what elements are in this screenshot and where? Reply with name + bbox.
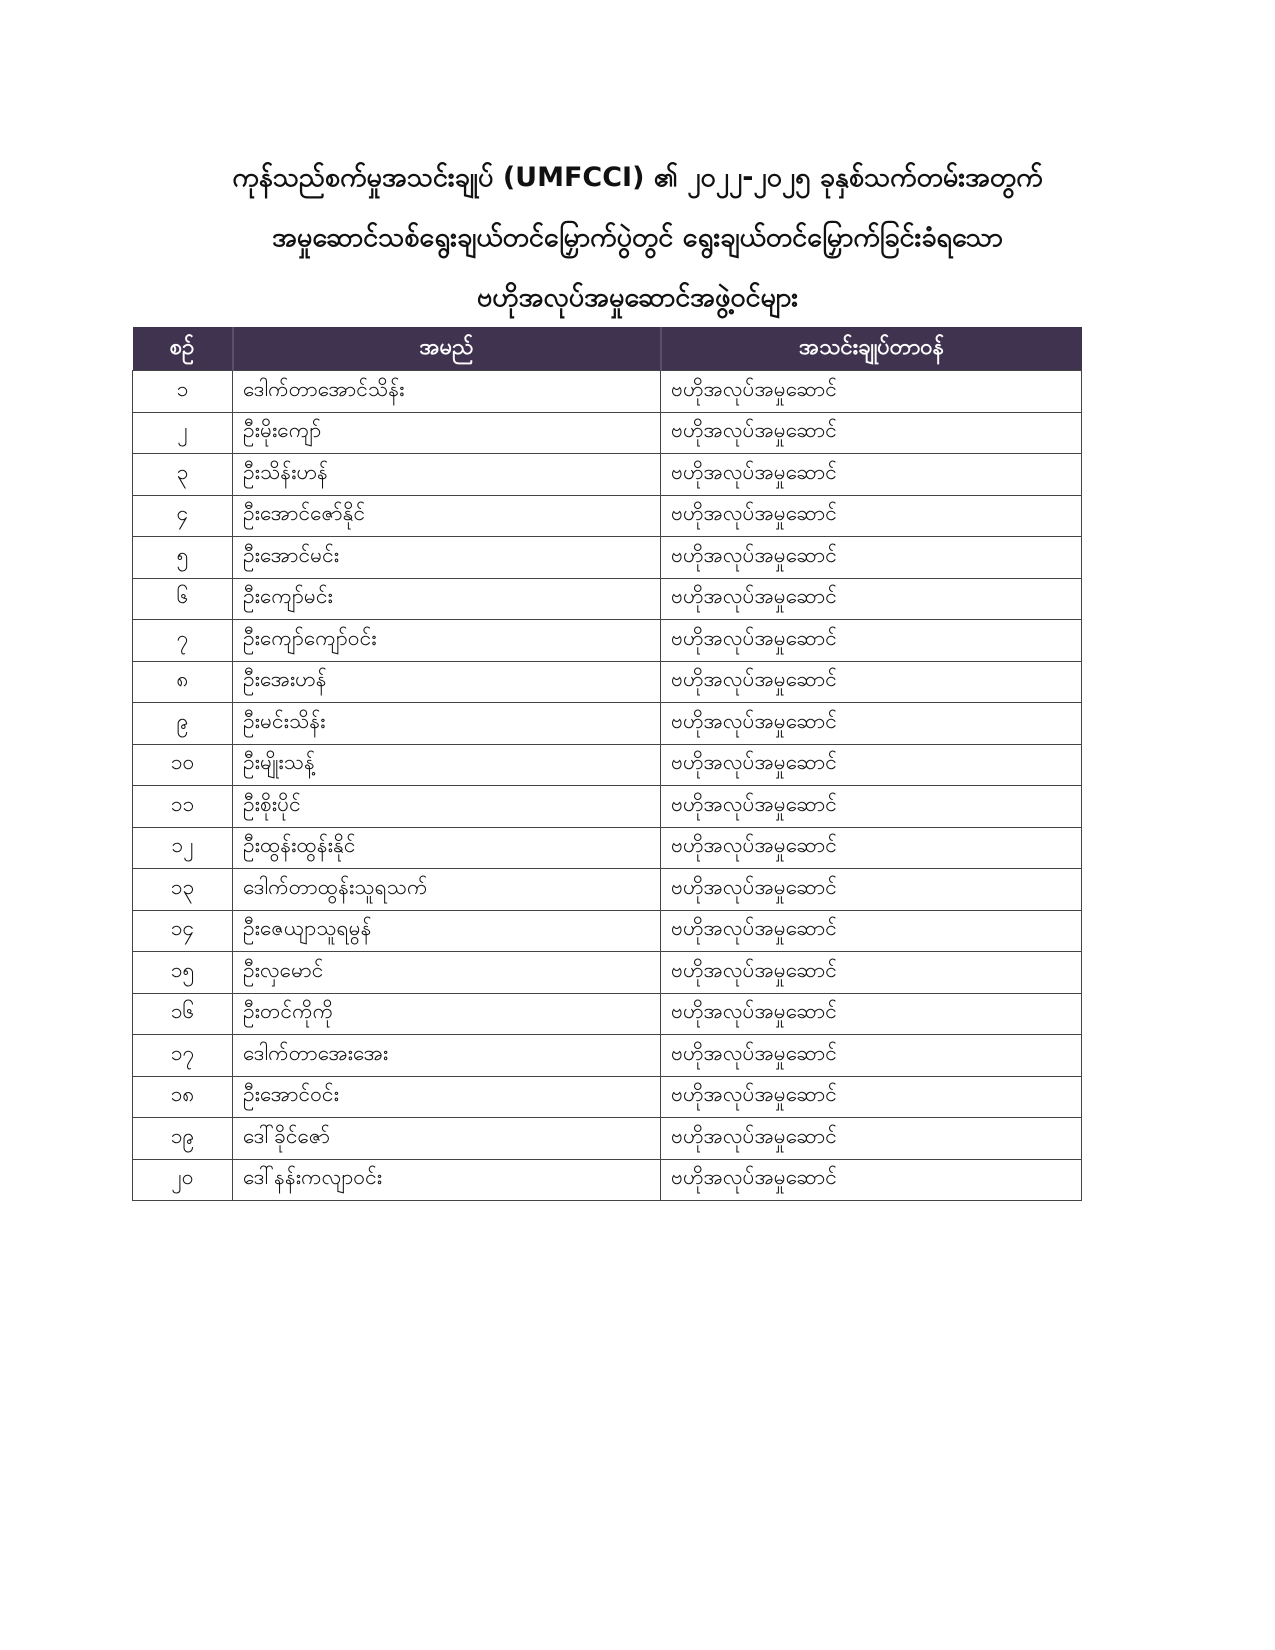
role-cell: ဗဟိုအလုပ်အမှုဆောင် — [661, 827, 1082, 869]
table-row — [133, 993, 1082, 1035]
role-cell: ဗဟိုအလုပ်အမှုဆောင် — [661, 412, 1082, 454]
serial-cell: ၉ — [133, 703, 233, 745]
name-cell: ဦးအေးဟန် — [233, 661, 661, 703]
serial-cell: ၈ — [133, 661, 233, 703]
name-cell: ဒေါက်တာထွန်းသူရသက် — [233, 869, 661, 911]
name-cell: ဦးကျော်မင်း — [233, 578, 661, 620]
table-body — [133, 371, 1082, 1201]
role-cell: ဗဟိုအလုပ်အမှုဆောင် — [661, 578, 1082, 620]
name-cell: ဦးအောင်မင်း — [233, 537, 661, 579]
header-name: အမည် — [233, 327, 661, 371]
name-cell: ဦးမင်းသိန်း — [233, 703, 661, 745]
table-row — [133, 661, 1082, 703]
name-cell: ဦးကျော်ကျော်ဝင်း — [233, 620, 661, 662]
serial-cell: ၁၉ — [133, 1118, 233, 1160]
table-row — [133, 412, 1082, 454]
name-cell: ဦးတင်ကိုကို — [233, 993, 661, 1035]
table-row — [133, 371, 1082, 413]
name-cell: ဦးသိန်းဟန် — [233, 454, 661, 496]
serial-cell: ၆ — [133, 578, 233, 620]
serial-cell: ၁၃ — [133, 869, 233, 911]
serial-cell: ၁၈ — [133, 1076, 233, 1118]
name-cell: ဦးမျိုးသန့် — [233, 744, 661, 786]
role-cell: ဗဟိုအလုပ်အမှုဆောင် — [661, 703, 1082, 745]
name-cell: ဦးအောင်ဝင်း — [233, 1076, 661, 1118]
table-row — [133, 952, 1082, 994]
role-cell: ဗဟိုအလုပ်အမှုဆောင် — [661, 1118, 1082, 1160]
role-cell: ဗဟိုအလုပ်အမှုဆောင် — [661, 620, 1082, 662]
role-cell: ဗဟိုအလုပ်အမှုဆောင် — [661, 744, 1082, 786]
role-cell: ဗဟိုအလုပ်အမှုဆောင် — [661, 1159, 1082, 1201]
table-row — [133, 454, 1082, 496]
serial-cell: ၂ — [133, 412, 233, 454]
name-cell: ဒေါက်တာအောင်သိန်း — [233, 371, 661, 413]
table-row — [133, 1076, 1082, 1118]
table-row — [133, 1159, 1082, 1201]
serial-cell: ၁၂ — [133, 827, 233, 869]
serial-cell: ၁၄ — [133, 910, 233, 952]
serial-cell: ၁ — [133, 371, 233, 413]
table-row — [133, 578, 1082, 620]
table-header-row — [133, 327, 1082, 371]
name-cell: ဦးအောင်ဇော်နိုင် — [233, 495, 661, 537]
role-cell: ဗဟိုအလုပ်အမှုဆောင် — [661, 454, 1082, 496]
table-row — [133, 786, 1082, 828]
role-cell: ဗဟိုအလုပ်အမှုဆောင် — [661, 952, 1082, 994]
serial-cell: ၁၇ — [133, 1035, 233, 1077]
serial-cell: ၁၆ — [133, 993, 233, 1035]
role-cell: ဗဟိုအလုပ်အမှုဆောင် — [661, 993, 1082, 1035]
header-serial: စဉ် — [133, 327, 233, 371]
serial-cell: ၇ — [133, 620, 233, 662]
name-cell: ဒေါ်နန်းကလျာဝင်း — [233, 1159, 661, 1201]
header-role: အသင်းချုပ်တာဝန် — [661, 327, 1082, 371]
serial-cell: ၁၁ — [133, 786, 233, 828]
role-cell: ဗဟိုအလုပ်အမှုဆောင် — [661, 495, 1082, 537]
document-title — [0, 148, 1275, 328]
table-row — [133, 703, 1082, 745]
title-line-2: အမှုဆောင်သစ်ရွေးချယ်တင်မြှောက်ပွဲတွင် ရွေးချယ်တင်မြှောက်ခြင်းခံရသော — [272, 222, 1003, 253]
serial-cell: ၁၅ — [133, 952, 233, 994]
table-row — [133, 910, 1082, 952]
role-cell: ဗဟိုအလုပ်အမှုဆောင် — [661, 869, 1082, 911]
role-cell: ဗဟိုအလုပ်အမှုဆောင် — [661, 786, 1082, 828]
table-row — [133, 620, 1082, 662]
members-table — [132, 327, 1082, 1201]
name-cell: ဦးထွန်းထွန်းနိုင် — [233, 827, 661, 869]
role-cell: ဗဟိုအလုပ်အမှုဆောင် — [661, 910, 1082, 952]
title-line-1: ကုန်သည်စက်မှုအသင်းချုပ် (UMFCCI) ၏ ၂၀၂၂-၂၀၂၅ ခုနှစ်သက်တမ်းအတွက် — [232, 162, 1043, 193]
role-cell: ဗဟိုအလုပ်အမှုဆောင် — [661, 661, 1082, 703]
serial-cell: ၃ — [133, 454, 233, 496]
serial-cell: ၂၀ — [133, 1159, 233, 1201]
table-row — [133, 827, 1082, 869]
name-cell: ဒေါက်တာအေးအေး — [233, 1035, 661, 1077]
serial-cell: ၁၀ — [133, 744, 233, 786]
serial-cell: ၅ — [133, 537, 233, 579]
name-cell: ဦးလှမောင် — [233, 952, 661, 994]
role-cell: ဗဟိုအလုပ်အမှုဆောင် — [661, 1076, 1082, 1118]
serial-cell: ၄ — [133, 495, 233, 537]
role-cell: ဗဟိုအလုပ်အမှုဆောင် — [661, 371, 1082, 413]
name-cell: ဒေါ်ခိုင်ဇော် — [233, 1118, 661, 1160]
table-row — [133, 1118, 1082, 1160]
table-row — [133, 869, 1082, 911]
name-cell: ဦးစိုးပိုင် — [233, 786, 661, 828]
table-row — [133, 495, 1082, 537]
name-cell: ဦးဇေယျာသူရမွန် — [233, 910, 661, 952]
table-row — [133, 1035, 1082, 1077]
table-row — [133, 537, 1082, 579]
title-line-3: ဗဟိုအလုပ်အမှုဆောင်အဖွဲ့ဝင်များ — [476, 282, 799, 313]
table-row — [133, 744, 1082, 786]
role-cell: ဗဟိုအလုပ်အမှုဆောင် — [661, 537, 1082, 579]
role-cell: ဗဟိုအလုပ်အမှုဆောင် — [661, 1035, 1082, 1077]
name-cell: ဦးမိုးကျော် — [233, 412, 661, 454]
